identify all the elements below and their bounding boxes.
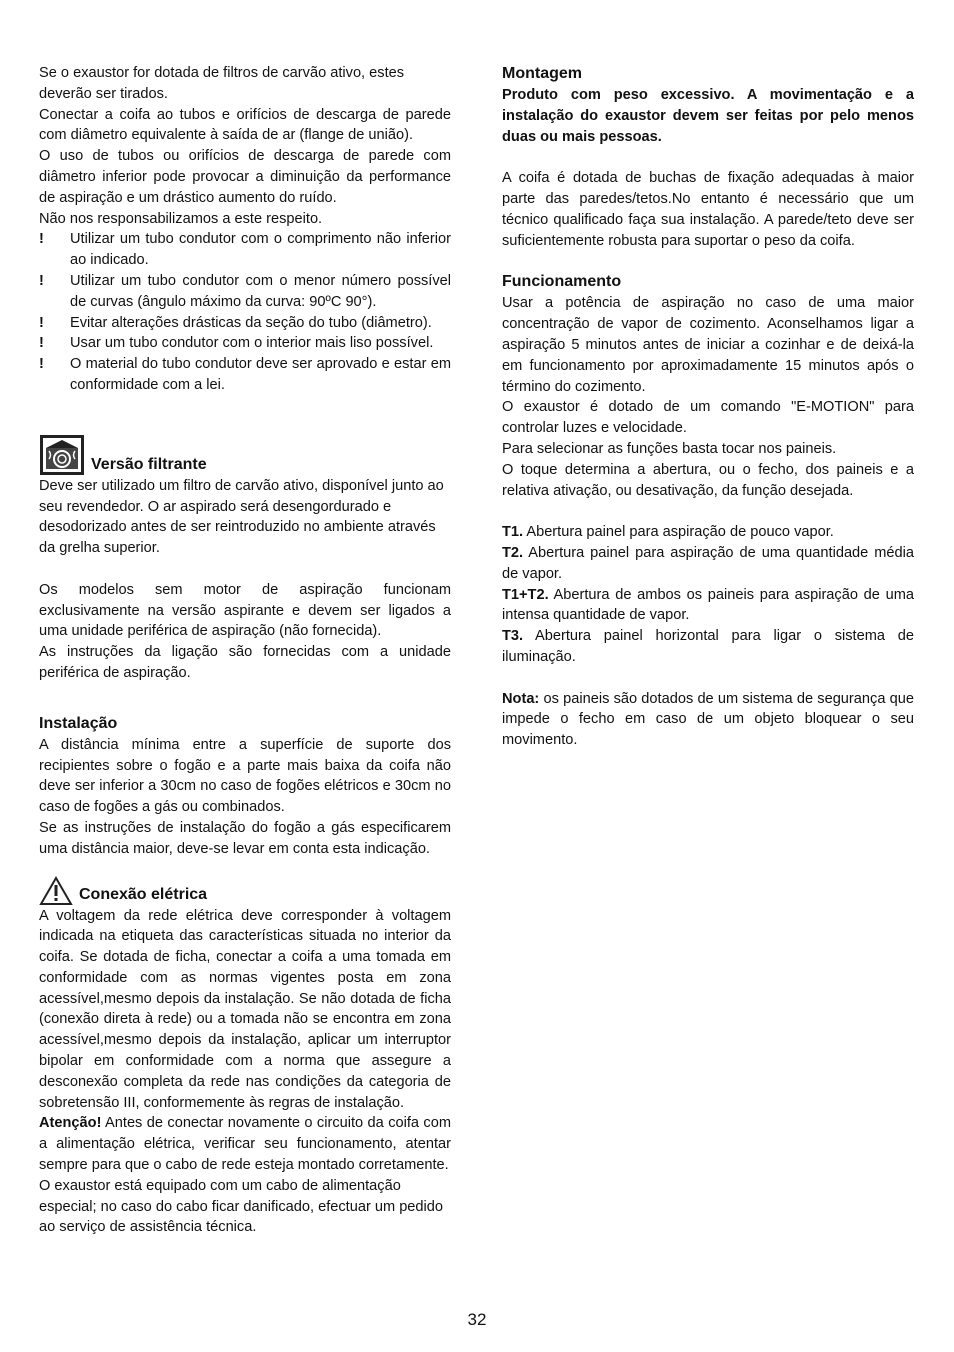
operation-paragraph: Usar a potência de aspiração no caso de uma maior concentração de vapor de cozimento. Aconselhamos ligar a aspiração 5 minutos antes de iniciar a cozinhar e de deixá-la em funcionamento por aproximadamente 15 minutos após o término do cozimento.: [502, 295, 914, 395]
filter-recirculation-icon: [39, 434, 85, 476]
operation-paragraph: O exaustor é dotado de um comando "E-MOTION" para controlar luzes e velocidade.: [502, 399, 914, 437]
bullet-mark: !: [39, 356, 44, 373]
filter-paragraph: As instruções da ligação são fornecidas com a unidade periférica de aspiração.: [39, 644, 451, 681]
bullet-item: ! Evitar alterações drásticas da seção do tubo (diâmetro).: [39, 313, 451, 334]
t1-item: T1. Abertura painel para aspiração de pouco vapor.: [502, 524, 834, 541]
bullet-item: ! Usar um tubo condutor com o interior mais liso possível.: [39, 333, 451, 354]
attention-label: Atenção!: [39, 1115, 102, 1132]
bullet-mark: !: [39, 231, 44, 248]
section-title: Montagem: [502, 65, 582, 82]
install-paragraph: A distância mínima entre a superfície de suporte dos recipientes sobre o fogão e a parte mais baixa da coifa não deve ser inferior a 30cm no caso de fogões elétricos e 30cm no caso de fogões a gás ou combinados.: [39, 736, 451, 816]
electric-paragraph: O exaustor está equipado com um cabo de alimentação especial; no caso do cabo ficar danificado, efectuar um pedido ao serviço de assistência técnica.: [39, 1177, 444, 1236]
bullet-mark: !: [39, 335, 44, 352]
bullet-mark: !: [39, 314, 44, 331]
electric-section-header: [39, 876, 451, 906]
section-title: Versão filtrante: [91, 455, 207, 473]
right-column: [502, 63, 914, 751]
intro-paragraph: Não nos responsabilizamos a este respeito.: [39, 210, 323, 227]
section-title: Conexão elétrica: [79, 885, 208, 903]
bullet-item: ! O material do tubo condutor deve ser aprovado e estar em conformidade com a lei.: [39, 354, 451, 396]
note-paragraph: Nota: os paineis são dotados de um sistema de segurança que impede o fecho em caso de um objeto bloquear o seu movimento.: [502, 690, 914, 749]
filter-paragraph: Os modelos sem motor de aspiração funcionam exclusivamente na versão aspirante e devem ser ligados a uma unidade periférica de aspiração (não fornecida).: [39, 581, 451, 640]
page-number: 32: [467, 1310, 487, 1329]
t2-item: T2. Abertura painel para aspiração de uma quantidade média de vapor.: [502, 544, 914, 582]
section-title: Instalação: [39, 714, 118, 732]
intro-paragraph: Conectar a coifa ao tubos e orifícios de descarga de parede com diâmetro equivalente à saída de ar (flange de união).: [39, 106, 451, 144]
weight-warning: Produto com peso excessivo. A movimentação e a instalação do exaustor devem ser feitas por pelo menos duas ou mais pessoas.: [502, 87, 914, 145]
operation-paragraph: O toque determina a abertura, ou o fecho, dos paineis e a relativa ativação, ou desativação, da função desejada.: [502, 461, 914, 499]
mount-paragraph: A coifa é dotada de buchas de fixação adequadas à maior parte das paredes/tetos.No entanto é necessário que um técnico qualificado faça sua instalação. A parede/teto deve ser suficientemente robusta para suportar o peso da coifa.: [502, 170, 914, 249]
section-title: Funcionamento: [502, 273, 622, 291]
t1t2-item: T1+T2. Abertura de ambos os paineis para aspiração de uma intensa quantidade de vapor.: [502, 586, 914, 624]
filter-section-header: [39, 434, 451, 476]
bullet-mark: !: [39, 272, 44, 289]
intro-paragraph: O uso de tubos ou orifícios de descarga de parede com diâmetro inferior pode provocar a diminuição da performance de aspiração e um drástico aumento do ruído.: [39, 148, 451, 206]
install-paragraph: Se as instruções de instalação do fogão a gás especificarem uma distância maior, deve-se levar em conta esta indicação.: [39, 819, 451, 857]
bullet-item: ! Utilizar um tubo condutor com o comprimento não inferior ao indicado.: [39, 229, 451, 271]
t3-item: T3. Abertura painel horizontal para ligar o sistema de iluminação.: [502, 628, 914, 665]
intro-paragraph: Se o exaustor for dotada de filtros de carvão ativo, estes deverão ser tirados.: [39, 65, 405, 102]
warning-triangle-icon: [39, 876, 73, 906]
attention-paragraph: Atenção! Antes de conectar novamente o circuito da coifa com a alimentação elétrica, verificar seu funcionamento, atentar sempre para que o cabo de rede esteja montado corretamente.: [39, 1115, 451, 1174]
filter-paragraph: Deve ser utilizado um filtro de carvão ativo, disponível junto ao seu revendedor. O ar aspirado será desengordurado e desodorizado antes de ser reintroduzido no ambiente através da grelha superior.: [39, 477, 444, 557]
left-column: [39, 63, 451, 1238]
bullet-item: ! Utilizar um tubo condutor com o menor número possível de curvas (ângulo máximo da curva: 90ºC 90°).: [39, 271, 451, 313]
operation-paragraph: Para selecionar as funções basta tocar nos paineis.: [502, 440, 837, 457]
electric-paragraph: A voltagem da rede elétrica deve corresponder à voltagem indicada na etiqueta das características situada no interior da coifa. Se dotada de ficha, conectar a coifa a uma tomada em conformidade com as normas vigentes posta em zona acessível,mesmo depois da instalação. Se não dotada de ficha (conexão direta à rede) ou a tomada não se encontra em zona acessível,mesmo depois da instalação, aplicar um interruptor bipolar em conformidade com a norma que assegure a desconexão completa da rede nas condições da categoria de sobretensão III, conformemente às regras de instalação.: [39, 907, 451, 1111]
